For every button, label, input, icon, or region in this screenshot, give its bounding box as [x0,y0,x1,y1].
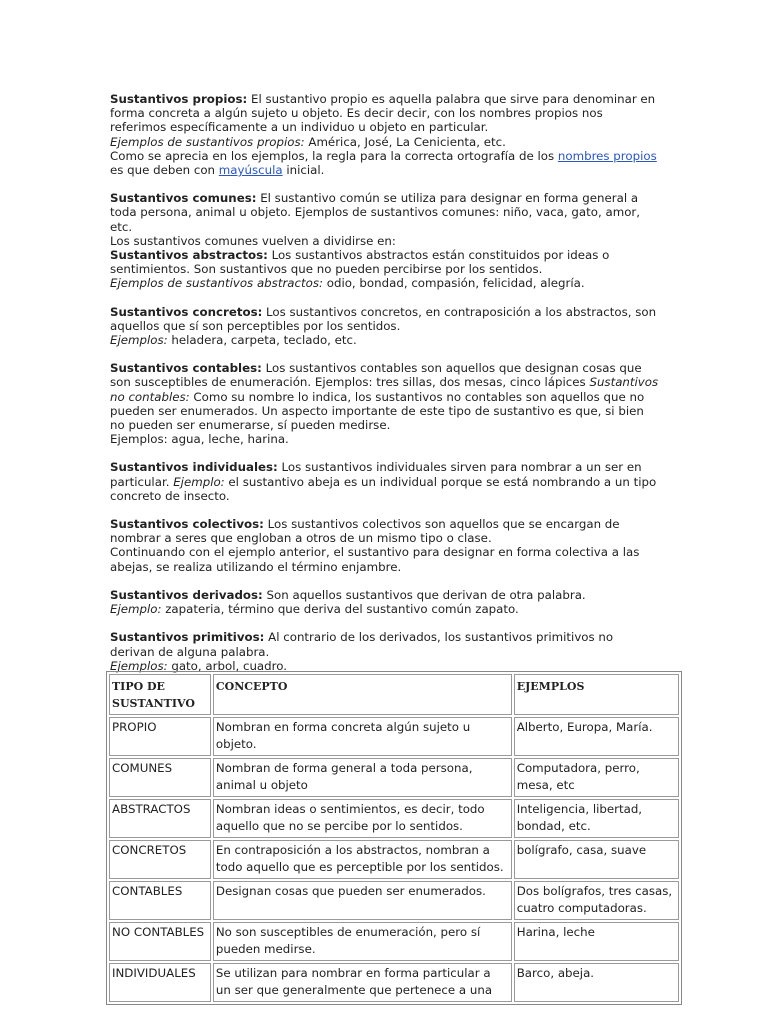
header-tipo: TIPO DE SUSTANTIVO [109,674,211,715]
paragraph-individuales: Sustantivos individuales: Los sustantivos individuales sirven para nombrar a un ser en particular. Ejemplo: el sustantivo abeja es un individual porque se está nombrando a un tipo concreto de insecto. [110,460,657,503]
table-cell: ABSTRACTOS [109,799,211,838]
header-ejemplos: EJEMPLOS [514,674,679,715]
document-body [110,92,660,673]
table-cell: INDIVIDUALES [109,963,211,1002]
table-cell: Nombran en forma concreta algún sujeto u objeto. [213,717,512,756]
table-cell: Alberto, Europa, María. [514,717,679,756]
table-cell: Se utilizan para nombrar en forma particular a un ser que generalmente que pertenece a una [213,963,512,1002]
term-individuales: Sustantivos individuales: [110,460,278,475]
paragraph-propios: Sustantivos propios: El sustantivo propio es aquella palabra que sirve para denominar en forma concreta a algún sujeto u objeto. Es decir decir, con los nombres propios nos referimos específicamente a un individuo u objeto en particular. Ejemplos de sustantivos propios: América, José, La Cenicienta, etc. Como se aprecia en los ejemplos, la regla para la correcta ortografía de los nombres propios es que deben con mayúscula inicial. [110,92,657,178]
table-cell: Harina, leche [514,922,679,961]
summary-table [106,671,682,1005]
table-cell: Designan cosas que pueden ser enumerados. [213,881,512,920]
table-cell: bolígrafo, casa, suave [514,840,679,879]
table-cell: PROPIO [109,717,211,756]
table-cell: CONTABLES [109,881,211,920]
link-mayuscula[interactable]: mayúscula [218,163,283,178]
table-cell: En contraposición a los abstractos, nombran a todo aquello que es perceptible por los sentidos. [213,840,512,879]
paragraph-concretos: Sustantivos concretos: Los sustantivos concretos, en contraposición a los abstractos, son aquellos que sí son perceptibles por los sentidos. Ejemplos: heladera, carpeta, teclado, etc. [110,304,657,348]
term-abstractos: Sustantivos abstractos: [110,248,268,263]
table-row [109,963,679,1002]
table-cell: Dos bolígrafos, tres casas, cuatro computadoras. [514,881,679,920]
paragraph-primitivos: Sustantivos primitivos: Al contrario de los derivados, los sustantivos primitivos no derivan de alguna palabra. Ejemplos: gato, arbol, cuadro. [110,630,614,673]
table-cell: Nombran de forma general a toda persona, animal u objeto [213,758,512,797]
table-cell: Inteligencia, libertad, bondad, etc. [514,799,679,838]
term-derivados: Sustantivos derivados: [110,587,263,602]
table-header-row [109,674,679,715]
table-cell: Barco, abeja. [514,963,679,1002]
table-row [109,881,679,920]
table-row [109,840,679,879]
term-propios: Sustantivos propios: [110,92,248,106]
table-cell: CONCRETOS [109,840,211,879]
paragraph-colectivos: Sustantivos colectivos: Los sustantivos colectivos son aquellos que se encargan de nombrar a seres que engloban a otros de un mismo tipo o clase. Continuando con el ejemplo anterior, el sustantivo para designar en forma colectiva a las abejas, se realiza utilizando el término enjambre. [110,517,640,574]
table-row [109,922,679,961]
table-cell: NO CONTABLES [109,922,211,961]
table-row [109,758,679,797]
term-concretos: Sustantivos concretos: [110,304,263,319]
table-row [109,799,679,838]
table-cell: COMUNES [109,758,211,797]
table-cell: Computadora, perro, mesa, etc [514,758,679,797]
table-row [109,717,679,756]
term-comunes: Sustantivos comunes: [110,191,257,206]
table-cell: Nombran ideas o sentimientos, es decir, todo aquello que no se percibe por lo sentidos. [213,799,512,838]
paragraph-contables: Sustantivos contables: Los sustantivos contables son aquellos que designan cosas que son susceptibles de enumeración. Ejemplos: tres sillas, dos mesas, cinco lápices Sustantivos no contables: Como su nombre lo indica, los sustantivos no contables son aquellos que no pueden ser enumerados. Un aspecto importante de este tipo de sustantivo es que, si bien no pueden ser enumerarse, sí pueden medirse. Ejemplos: agua, leche, harina. [110,361,659,447]
term-primitivos: Sustantivos primitivos: [110,630,265,645]
link-nombres-propios[interactable]: nombres propios [557,148,657,163]
header-concepto: CONCEPTO [213,674,512,715]
paragraph-comunes: Sustantivos comunes: El sustantivo común se utiliza para designar en forma general a toda persona, animal u objeto. Ejemplos de sustantivos comunes: niño, vaca, gato, amor, etc. Los sustantivos comunes vuelven a dividirse en: Sustantivos abstractos: Los sustantivos abstractos están constituidos por ideas o sentimientos. Son sustantivos que no pueden percibirse por los sentidos. Ejemplos de sustantivos abstractos: odio, bondad, compasión, felicidad, alegría. [110,191,641,291]
table-cell: No son susceptibles de enumeración, pero sí pueden medirse. [213,922,512,961]
term-colectivos: Sustantivos colectivos: [110,517,264,532]
term-contables: Sustantivos contables: [110,361,262,376]
paragraph-derivados: Sustantivos derivados: Son aquellos sustantivos que derivan de otra palabra. Ejemplo: zapateria, término que deriva del sustantivo común zapato. [110,587,586,617]
